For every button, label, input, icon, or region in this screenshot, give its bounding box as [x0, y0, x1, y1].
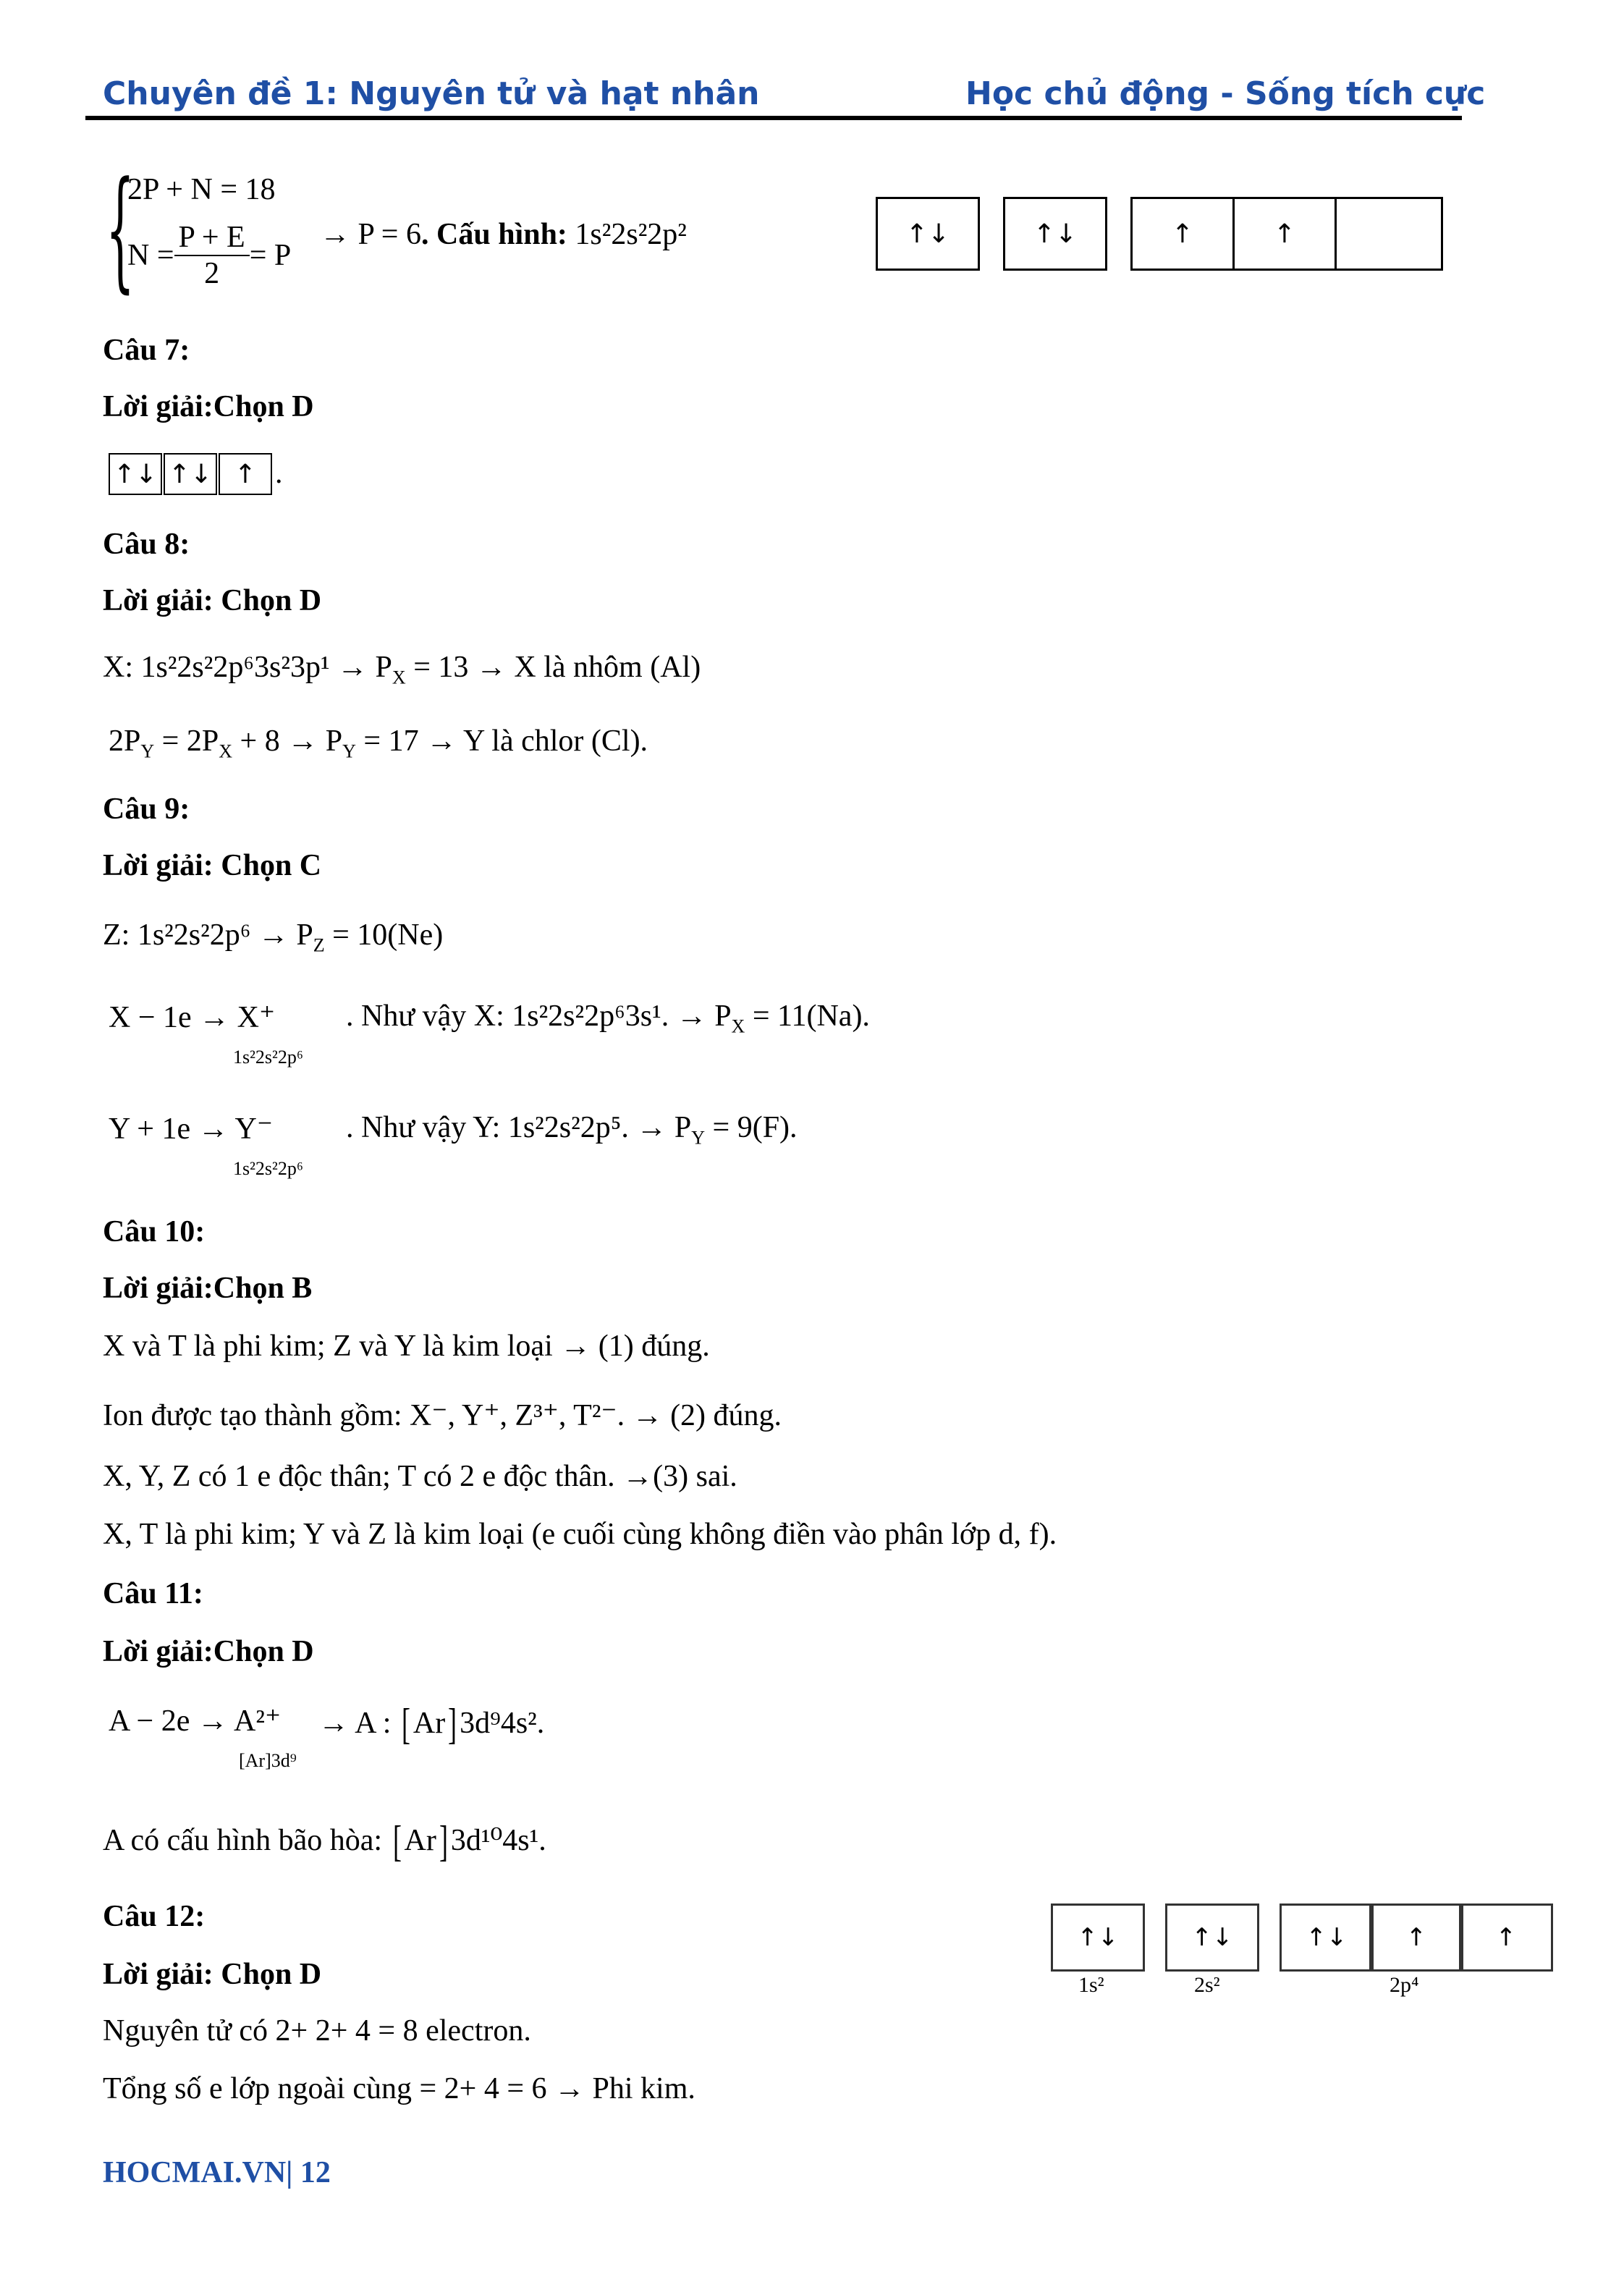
period: .: [275, 457, 283, 490]
line-text: 2P: [109, 724, 141, 758]
line-text: = 11(Na).: [745, 1000, 870, 1033]
orbital-box: ↑↓: [164, 453, 217, 495]
question-8-title: Câu 8:: [103, 528, 190, 561]
orbital-label-2s: 2s²: [1194, 1973, 1220, 1997]
question-8-answer: Lời giải: Chọn D: [103, 584, 322, 617]
question-9-line-3a: Y + 1e → Y⁻: [109, 1112, 274, 1146]
orbital-box: ↑: [1459, 1903, 1553, 1972]
question-10-answer: Lời giải:Chọn B: [103, 1272, 313, 1305]
question-9-under-y: 1s²2s²2p⁶: [233, 1158, 303, 1179]
line-text: = 2P: [154, 724, 219, 758]
question-11-line-1a: A − 2e → A²⁺: [109, 1704, 282, 1738]
orbital-box: ↑: [1369, 1903, 1463, 1972]
question-12-line-1: Nguyên tử có 2+ 2+ 4 = 8 electron.: [103, 2014, 531, 2048]
orbital-label-1s: 1s²: [1078, 1973, 1104, 1997]
question-10-line-4: X, T là phi kim; Y và Z là kim loại (e cuối cùng không điền vào phân lớp d, f).: [103, 1518, 1057, 1551]
argon-symbol: Ar: [413, 1707, 446, 1740]
orbital-box: ↑↓: [1003, 197, 1107, 271]
line-text: 3d¹⁰4s¹.: [450, 1824, 546, 1857]
question-10-title: Câu 10:: [103, 1215, 206, 1248]
config-label: . Cấu hình:: [421, 218, 575, 251]
line-text: = 17 → Y là chlor (Cl).: [355, 724, 648, 758]
line-text: Z: 1s²2s²2p⁶ → P: [103, 918, 313, 952]
line-text: → A :: [318, 1707, 399, 1740]
subscript: Y: [140, 740, 155, 762]
question-9-line-1: [103, 918, 444, 956]
question-10-line-3: X, Y, Z có 1 e độc thân; T có 2 e độc thân. →(3) sai.: [103, 1460, 737, 1493]
line-text: = 10(Ne): [324, 918, 444, 952]
header-rule: [85, 116, 1462, 120]
question-9-answer: Lời giải: Chọn C: [103, 849, 322, 882]
question-12-line-2: Tổng số e lớp ngoài cùng = 2+ 4 = 6 → Phi kim.: [103, 2072, 695, 2105]
config-text: 1s²2s²2p²: [575, 218, 687, 251]
question-8-line-2: [109, 724, 648, 762]
subscript: X: [392, 667, 406, 688]
orbital-box: ↑↓: [109, 453, 162, 495]
question-12-title: Câu 12:: [103, 1900, 206, 1933]
question-8-line-1: [103, 650, 701, 688]
question-11-answer: Lời giải:Chọn D: [103, 1635, 314, 1668]
orbital-box: ↑↓: [1165, 1903, 1259, 1972]
header-title: Chuyên đề 1: Nguyên tử và hạt nhân: [103, 75, 760, 112]
line-text: = 9(F).: [705, 1111, 798, 1144]
line-text: A có cấu hình bão hòa:: [103, 1824, 390, 1857]
orbital-box: ↑↓: [1051, 1903, 1145, 1972]
orbital-box: [1335, 197, 1443, 271]
line-text: 3d⁹4s².: [460, 1707, 545, 1740]
question-9-line-2a: X − 1e → X⁺: [109, 1001, 276, 1034]
subscript: Y: [691, 1127, 706, 1149]
fraction-numerator: P + E: [174, 220, 250, 256]
line-text: = 13 → X là nhôm (Al): [405, 651, 701, 684]
orbital-label-2p: 2p⁴: [1390, 1973, 1419, 1997]
subscript: Y: [342, 740, 356, 762]
orbital-box: ↑: [1232, 197, 1337, 271]
question-9-line-3b: [346, 1110, 798, 1149]
bracket-open: [: [392, 1817, 402, 1865]
line-text: . Như vậy X: 1s²2s²2p⁶3s¹. → P: [346, 1000, 732, 1033]
orbital-box: ↑: [219, 453, 272, 495]
equation-2: [127, 220, 291, 291]
orbital-box: ↑↓: [876, 197, 980, 271]
question-11-line-2: [103, 1817, 546, 1865]
bracket-close: ]: [439, 1817, 448, 1865]
equation-2-fraction: [174, 220, 250, 291]
question-10-line-1: X và T là phi kim; Z và Y là kim loại → (1) đúng.: [103, 1330, 710, 1363]
header-slogan: Học chủ động - Sống tích cực: [965, 75, 1486, 112]
argon-symbol: Ar: [404, 1824, 436, 1857]
equation-1: 2P + N = 18: [127, 173, 276, 206]
orbital-box: ↑: [1130, 197, 1235, 271]
equation-result: [320, 217, 687, 252]
question-11-title: Câu 11:: [103, 1577, 203, 1610]
line-text: + 8 → P: [232, 724, 343, 758]
line-text: X: 1s²2s²2p⁶3s²3p¹ → P: [103, 651, 392, 684]
question-9-line-2b: [346, 999, 870, 1037]
question-7-answer: Lời giải:Chọn D: [103, 390, 314, 423]
equation-2-left: N =: [127, 239, 174, 272]
question-7-title: Câu 7:: [103, 334, 190, 367]
subscript: X: [731, 1015, 745, 1037]
footer-page-number: HOCMAI.VN| 12: [103, 2156, 331, 2189]
question-11-line-1b: [318, 1702, 544, 1746]
system-brace: {: [106, 154, 135, 305]
line-text: . Như vậy Y: 1s²2s²2p⁵. → P: [346, 1111, 692, 1144]
bracket-open: [: [401, 1700, 410, 1748]
question-11-under: [Ar]3d⁹: [239, 1750, 297, 1771]
result-text: → P = 6: [320, 218, 421, 251]
equation-2-right: = P: [249, 239, 292, 272]
orbital-box: ↑↓: [1280, 1903, 1374, 1972]
question-9-under-x: 1s²2s²2p⁶: [233, 1047, 303, 1068]
bracket-close: ]: [448, 1700, 457, 1748]
question-9-title: Câu 9:: [103, 793, 190, 826]
subscript: X: [219, 740, 233, 762]
subscript: Z: [313, 934, 325, 956]
fraction-denominator: 2: [204, 257, 220, 290]
question-12-answer: Lời giải: Chọn D: [103, 1958, 322, 1991]
question-10-line-2: Ion được tạo thành gồm: X⁻, Y⁺, Z³⁺, T²⁻. → (2) đúng.: [103, 1399, 782, 1432]
